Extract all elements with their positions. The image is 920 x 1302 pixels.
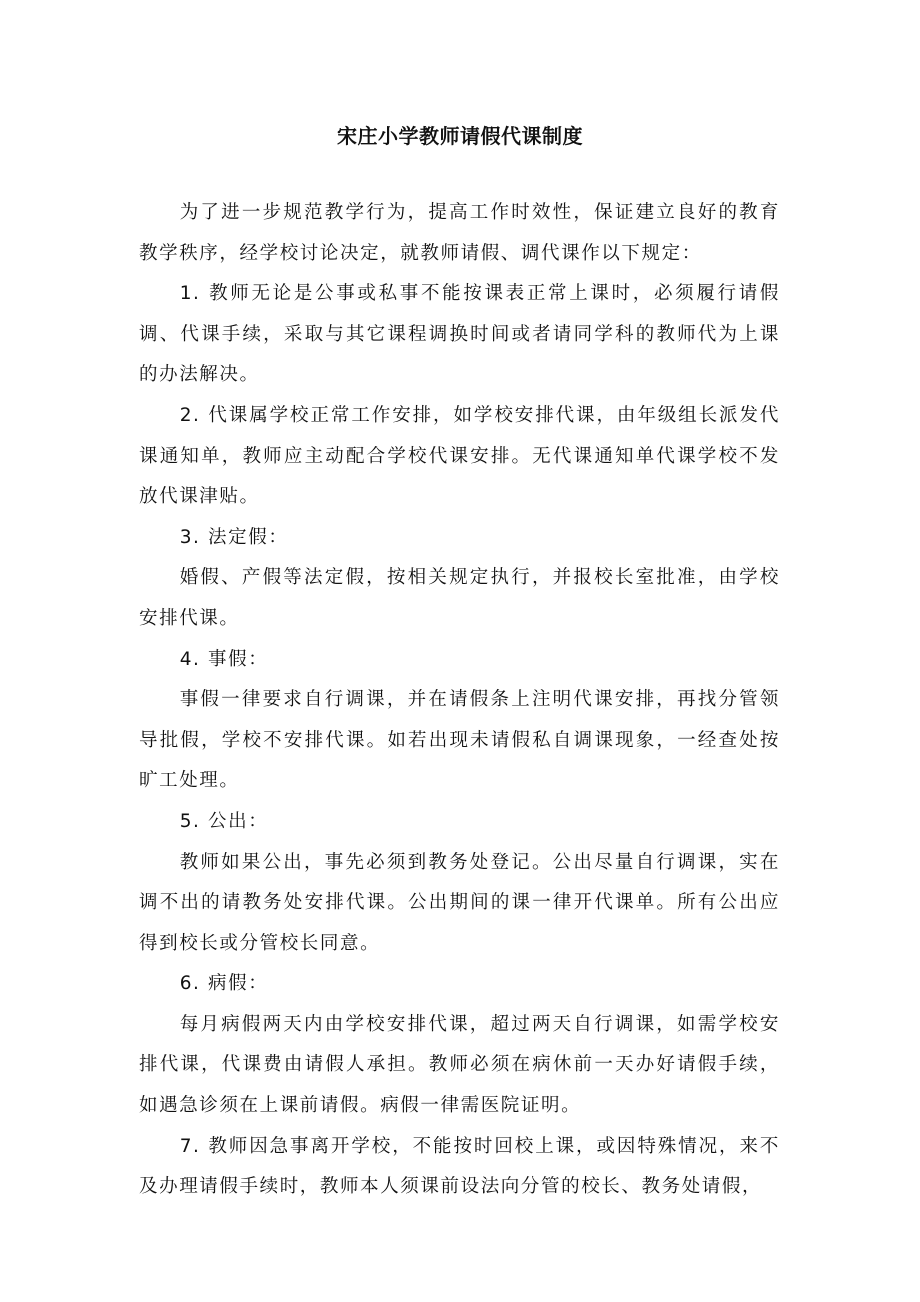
paragraph-personal-leave: 事假一律要求自行调课，并在请假条上注明代课安排，再找分管领导批假，学校不安排代课。如若出现未请假私自调课现象，一经查处按旷工处理。 (139, 689, 780, 792)
paragraph-legal-leave: 婚假、产假等法定假，按相关规定执行，并报校长室批准，由学校安排代课。 (139, 567, 780, 629)
heading-legal-leave: 3. 法定假： (179, 526, 289, 548)
paragraph-rule-7: 7. 教师因急事离开学校，不能按时回校上课，或因特殊情况，来不及办理请假手续时，教师本人须课前设法向分管的校长、教务处请假， (139, 1135, 780, 1198)
heading-sick-leave: 6. 病假： (179, 973, 269, 995)
document-title: 宋庄小学教师请假代课制度 (337, 124, 583, 148)
paragraph-intro: 为了进一步规范教学行为，提高工作时效性，保证建立良好的教育教学秩序，经学校讨论决定，就教师请假、调代课作以下规定： (139, 202, 780, 264)
paragraph-business-trip: 教师如果公出，事先必须到教务处登记。公出尽量自行调课，实在调不出的请教务处安排代课。公出期间的课一律开代课单。所有公出应得到校长或分管校长同意。 (139, 851, 780, 954)
paragraph-rule-1: 1. 教师无论是公事或私事不能按课表正常上课时，必须履行请假调、代课手续，采取与其它课程调换时间或者请同学科的教师代为上课的办法解决。 (139, 283, 780, 386)
heading-business-trip: 5. 公出： (179, 810, 269, 832)
document-body (139, 193, 780, 1208)
heading-personal-leave: 4. 事假： (179, 648, 269, 670)
paragraph-rule-2: 2. 代课属学校正常工作安排，如学校安排代课，由年级组长派发代课通知单，教师应主动配合学校代课安排。无代课通知单代课学校不发放代课津贴。 (139, 404, 780, 508)
paragraph-sick-leave: 每月病假两天内由学校安排代课，超过两天自行调课，如需学校安排代课，代课费由请假人承担。教师必须在病休前一天办好请假手续，如遇急诊须在上课前请假。病假一律需医院证明。 (139, 1013, 780, 1117)
